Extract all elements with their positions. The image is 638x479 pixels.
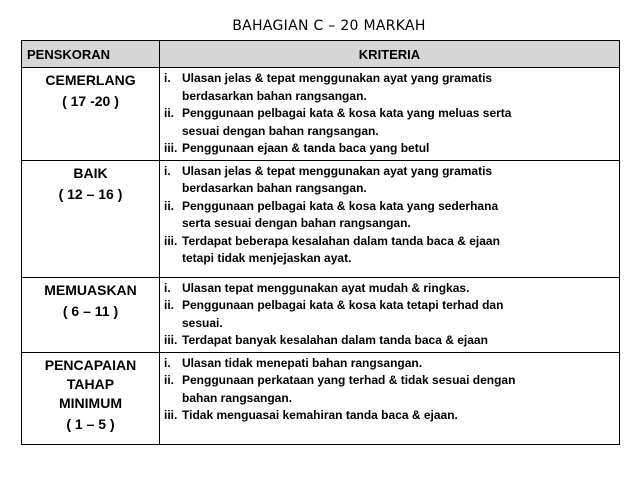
criteria-item <box>164 233 615 268</box>
criteria-text: Penggunaan ejaan & tanda baca yang betul <box>182 141 430 155</box>
criteria-text: Terdapat beberapa kesalahan dalam tanda baca & ejaan <box>182 233 500 248</box>
criteria-text: Tidak menguasai kemahiran tanda baca & ejaan. <box>182 408 458 422</box>
criteria-numeral: iii. <box>164 141 178 155</box>
criteria-item <box>164 163 615 198</box>
score-range: ( 6 – 11 ) <box>62 302 119 319</box>
section-title: BAHAGIAN C – 20 MARKAH <box>232 18 426 34</box>
criteria-line <box>164 233 615 251</box>
criteria-text: Ulasan tidak menepati bahan rangsangan. <box>182 355 423 370</box>
criteria-numeral: i. <box>164 355 171 370</box>
criteria-item <box>164 332 615 350</box>
criteria-item <box>164 198 615 233</box>
criteria-continuation: berdasarkan bahan rangsangan. <box>182 88 367 103</box>
criteria-item <box>164 407 615 425</box>
score-range: ( 12 – 16 ) <box>58 185 123 202</box>
table-row <box>22 277 620 352</box>
score-range: ( 17 -20 ) <box>62 93 119 109</box>
criteria-item <box>164 70 615 105</box>
criteria-cell <box>160 160 620 277</box>
score-range: ( 1 – 5 ) <box>66 415 115 432</box>
criteria-line <box>164 332 615 350</box>
criteria-numeral: i. <box>164 71 171 85</box>
criteria-text: Ulasan jelas & tepat menggunakan ayat yang gramatis <box>182 163 493 178</box>
criteria-cell <box>160 68 620 161</box>
criteria-line <box>164 407 615 425</box>
score-band-cell <box>22 68 160 161</box>
header-kriteria: KRITERIA <box>160 41 620 68</box>
criteria-numeral: ii. <box>164 106 175 120</box>
criteria-continuation: bahan rangsangan. <box>182 390 293 405</box>
table-row <box>22 352 620 444</box>
criteria-text: Penggunaan pelbagai kata & kosa kata yang sederhana <box>182 198 499 213</box>
criteria-line <box>164 70 615 88</box>
criteria-numeral: iii. <box>164 233 178 248</box>
criteria-line <box>164 163 615 181</box>
criteria-text: Penggunaan pelbagai kata & kosa kata yang meluas serta <box>182 106 512 120</box>
criteria-continuation: sesuai dengan bahan rangsangan. <box>182 123 379 138</box>
criteria-text: Ulasan tepat menggunakan ayat mudah & ringkas. <box>182 280 470 295</box>
header-row <box>22 41 620 68</box>
criteria-line <box>164 198 615 216</box>
criteria-numeral: ii. <box>164 298 175 312</box>
criteria-cell <box>160 277 620 352</box>
criteria-item <box>164 140 615 158</box>
criteria-numeral: i. <box>164 280 171 295</box>
score-band-cell <box>22 160 160 277</box>
criteria-text: Penggunaan perkataan yang terhad & tidak sesuai dengan <box>182 373 516 387</box>
score-band-label: CEMERLANG <box>45 72 136 88</box>
criteria-line <box>164 297 615 315</box>
criteria-item <box>164 372 615 407</box>
criteria-continuation: berdasarkan bahan rangsangan. <box>182 181 367 195</box>
score-band-label: PENCAPAIAN <box>44 356 137 373</box>
criteria-numeral: iii. <box>164 333 178 347</box>
criteria-continuation: serta sesuai dengan bahan rangsangan. <box>182 216 411 230</box>
score-band-cell <box>22 277 160 352</box>
criteria-numeral: iii. <box>164 408 178 422</box>
score-band-cell <box>22 352 160 444</box>
criteria-continuation: tetapi tidak menjejaskan ayat. <box>182 251 352 265</box>
criteria-text: Ulasan jelas & tepat menggunakan ayat yang gramatis <box>182 71 493 85</box>
header-penskoran: PENSKORAN <box>22 41 160 68</box>
rubric-table <box>21 40 620 445</box>
criteria-text: Terdapat banyak kesalahan dalam tanda baca & ejaan <box>182 333 488 347</box>
table-row <box>22 68 620 161</box>
criteria-numeral: ii. <box>164 373 175 387</box>
criteria-item <box>164 297 615 332</box>
criteria-numeral: i. <box>164 163 171 178</box>
criteria-item <box>164 355 615 373</box>
criteria-numeral: ii. <box>164 198 175 213</box>
table-row <box>22 160 620 277</box>
criteria-line <box>164 140 615 158</box>
criteria-text: Penggunaan pelbagai kata & kosa kata tetapi terhad dan <box>182 298 504 312</box>
criteria-continuation: sesuai. <box>182 315 223 330</box>
criteria-line <box>164 372 615 390</box>
criteria-cell <box>160 352 620 444</box>
criteria-line <box>164 280 615 298</box>
score-band-label: TAHAP <box>66 375 115 392</box>
score-band-label: MEMUASKAN <box>44 281 137 298</box>
score-band-label: MINIMUM <box>59 394 122 411</box>
criteria-line <box>164 105 615 123</box>
score-band-label: BAIK <box>73 164 108 181</box>
criteria-item <box>164 280 615 298</box>
criteria-item <box>164 105 615 140</box>
criteria-line <box>164 355 615 373</box>
